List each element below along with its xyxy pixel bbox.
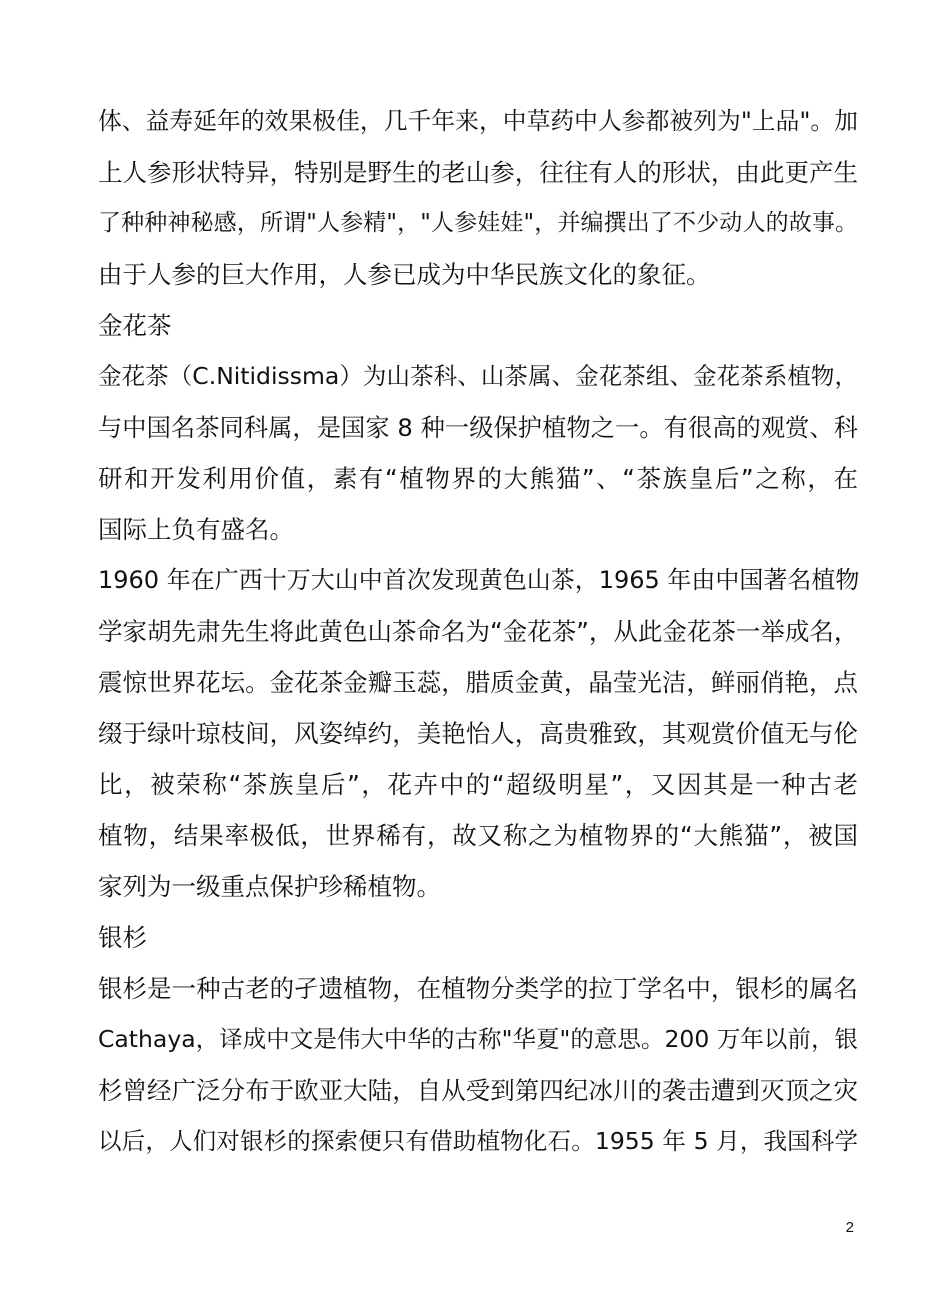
text-line: 体、益寿延年的效果极佳，几千年来，中草药中人参都被列为"上品"。加 xyxy=(98,107,858,135)
text-line: 学家胡先肃先生将此黄色山茶命名为“金花茶”，从此金花茶一举成名， xyxy=(98,617,859,646)
text-line: 比，被荣称“茶族皇后”，花卉中的“超级明星”，又因其是一种古老 xyxy=(98,770,858,799)
section-heading-jinhuacha: 金花茶 xyxy=(98,311,172,340)
text-line: Cathaya，译成中文是伟大中华的古称"华夏"的意思。200 万年以前，银 xyxy=(98,1025,858,1053)
text-line: 震惊世界花坛。金花茶金瓣玉蕊，腊质金黄，晶莹光洁，鲜丽俏艳，点 xyxy=(98,668,858,697)
text-line: 国际上负有盛名。 xyxy=(98,515,294,544)
text-line: 银杉是一种古老的孑遗植物，在植物分类学的拉丁学名中，银杉的属名 xyxy=(98,974,858,1003)
text-line: 植物，结果率极低，世界稀有，故又称之为植物界的“大熊猫”，被国 xyxy=(98,821,858,850)
page-number: 2 xyxy=(845,1219,854,1236)
text-line: 上人参形状特异，特别是野生的老山参，往往有人的形状，由此更产生 xyxy=(98,158,858,187)
section-heading-yinshan: 银杉 xyxy=(98,923,147,952)
text-line: 由于人参的巨大作用，人参已成为中华民族文化的象征。 xyxy=(98,260,711,289)
text-line: 了种种神秘感，所谓"人参精"，"人参娃娃"，并编撰出了不少动人的故事。 xyxy=(98,210,858,236)
text-line: 金花茶（C.Nitidissma）为山茶科、山茶属、金花茶组、金花茶系植物， xyxy=(98,362,858,390)
document-body xyxy=(98,96,858,1167)
text-line: 研和开发利用价值，素有“植物界的大熊猫”、“茶族皇后”之称，在 xyxy=(98,464,858,493)
text-line: 杉曾经广泛分布于欧亚大陆，自从受到第四纪冰川的袭击遭到灭顶之灾 xyxy=(98,1076,858,1105)
text-line: 1960 年在广西十万大山中首次发现黄色山茶，1965 年由中国著名植物 xyxy=(98,566,860,594)
text-line: 以后，人们对银杉的探索便只有借助植物化石。1955 年 5 月，我国科学 xyxy=(98,1127,858,1155)
text-line: 缀于绿叶琼枝间，风姿绰约，美艳怡人，高贵雅致，其观赏价值无与伦 xyxy=(98,719,858,748)
text-line: 家列为一级重点保护珍稀植物。 xyxy=(98,872,441,901)
text-line: 与中国名茶同科属，是国家 8 种一级保护植物之一。有很高的观赏、科 xyxy=(98,413,858,442)
